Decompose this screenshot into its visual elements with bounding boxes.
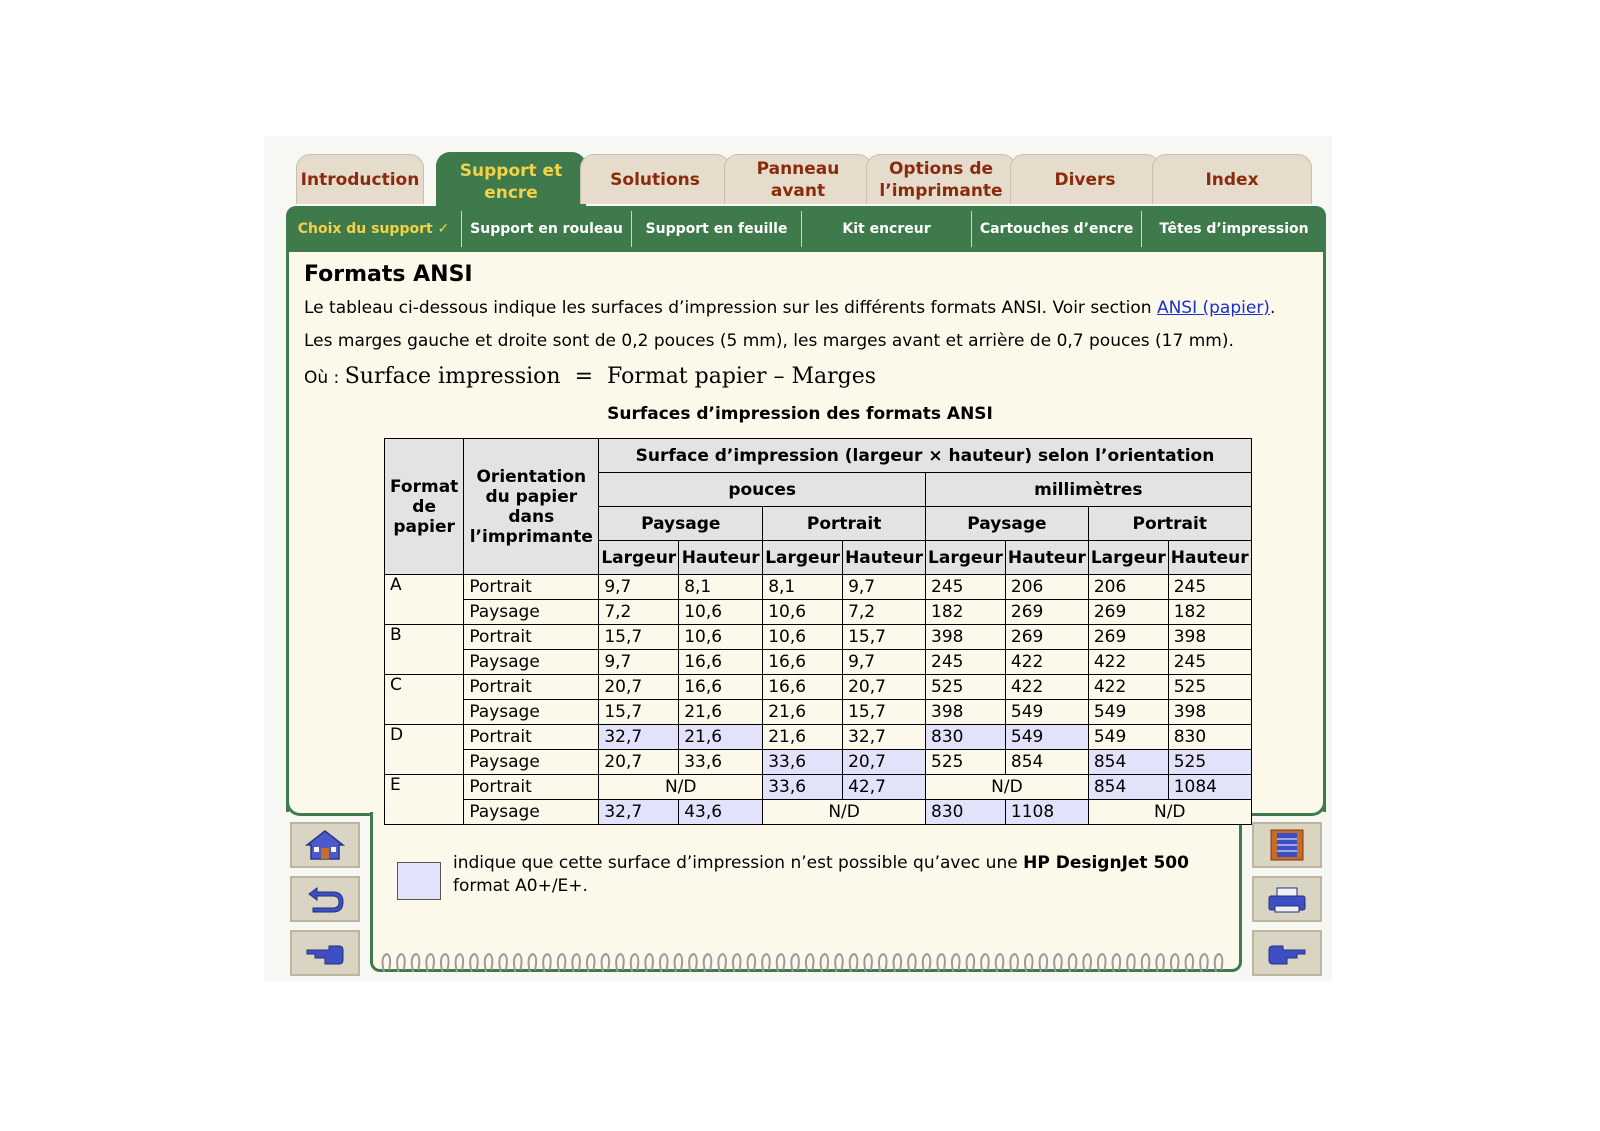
spiral-coil — [894, 954, 902, 972]
spiral-coil — [499, 954, 507, 972]
panel-corner-right — [1242, 798, 1326, 816]
spiral-coil — [1098, 954, 1106, 972]
header-largeur: Largeur — [1088, 541, 1168, 575]
contents-button[interactable] — [1252, 822, 1322, 868]
spiral-coil — [1083, 954, 1091, 972]
value-cell: 525 — [926, 750, 1006, 775]
value-cell: 16,6 — [763, 650, 843, 675]
header-hauteur: Hauteur — [843, 541, 926, 575]
value-cell: 269 — [1005, 600, 1088, 625]
value-cell: 10,6 — [763, 625, 843, 650]
intro-text: Le tableau ci-dessous indique les surfaces d’impression sur les différents formats ANSI. Voir section — [304, 298, 1157, 318]
spiral-coil — [529, 954, 537, 972]
value-cell: 422 — [1088, 650, 1168, 675]
spiral-coil — [1025, 954, 1033, 972]
spiral-coil — [675, 954, 683, 972]
subnav-support-en-rouleau[interactable] — [462, 211, 632, 247]
spiral-coil — [718, 954, 726, 972]
value-cell: 549 — [1088, 725, 1168, 750]
value-cell: 422 — [1005, 675, 1088, 700]
tab-solutions[interactable] — [580, 154, 730, 204]
spiral-coil — [1171, 954, 1179, 972]
header-orientation: Orientation du papier dans l’imprimante — [464, 439, 599, 575]
spiral-coil — [923, 954, 931, 972]
format-cell: A — [385, 575, 464, 625]
spiral-coil — [426, 954, 434, 972]
subnav-label: Support en feuille — [645, 221, 788, 237]
spiral-coil — [616, 954, 624, 972]
tab-label: Panneau avant — [756, 158, 840, 201]
value-cell: 9,7 — [843, 575, 926, 600]
spiral-coil — [791, 954, 799, 972]
tab-label: Options de l’imprimante — [879, 158, 1003, 201]
spiral-coil — [1127, 954, 1135, 972]
spiral-coil — [660, 954, 668, 972]
tab-index[interactable] — [1152, 154, 1312, 204]
spiral-coil — [1040, 954, 1048, 972]
value-cell: 20,7 — [843, 750, 926, 775]
orientation-cell: Paysage — [464, 800, 599, 825]
tab-divers[interactable] — [1010, 154, 1160, 204]
subnav-kit-encreur[interactable] — [802, 211, 972, 247]
spiral-coil — [733, 954, 741, 972]
home-icon — [303, 828, 347, 862]
tab-label: Index — [1205, 169, 1259, 190]
orientation-cell: Portrait — [464, 725, 599, 750]
spiral-coil — [602, 954, 610, 972]
formula-expression: Surface impression = Format papier – Marges — [344, 364, 877, 389]
tab-support-et-encre[interactable] — [436, 152, 586, 210]
value-cell: 398 — [926, 700, 1006, 725]
spiral-coil — [1054, 954, 1062, 972]
table-row — [385, 725, 1252, 750]
spiral-coil — [937, 954, 945, 972]
value-cell: 43,6 — [679, 800, 763, 825]
value-cell: 21,6 — [679, 700, 763, 725]
spiral-coil — [967, 954, 975, 972]
value-cell: 32,7 — [599, 725, 679, 750]
value-cell: 16,6 — [679, 675, 763, 700]
spiral-coil — [1113, 954, 1121, 972]
print-icon — [1265, 882, 1309, 916]
value-cell: 525 — [1168, 675, 1251, 700]
spiral-coil — [748, 954, 756, 972]
value-cell: 398 — [926, 625, 1006, 650]
subnav-choix-du-support[interactable] — [286, 211, 462, 247]
header-largeur: Largeur — [599, 541, 679, 575]
value-cell: 525 — [926, 675, 1006, 700]
spiral-coil — [864, 954, 872, 972]
value-cell: N/D — [599, 775, 763, 800]
subnav-label: Têtes d’impression — [1159, 221, 1309, 237]
header-pouces: pouces — [599, 473, 926, 507]
spiral-coil — [1010, 954, 1018, 972]
tab-label: Support et encre — [459, 160, 563, 203]
value-cell: 32,7 — [843, 725, 926, 750]
value-cell: 15,7 — [843, 700, 926, 725]
subnav-tetes-impression[interactable] — [1142, 211, 1326, 247]
header-portrait: Portrait — [763, 507, 926, 541]
subnav-label: Support en rouleau — [470, 221, 623, 237]
spiral-coil — [645, 954, 653, 972]
spiral-coil — [850, 954, 858, 972]
value-cell: 10,6 — [679, 625, 763, 650]
format-cell: C — [385, 675, 464, 725]
orientation-cell: Paysage — [464, 600, 599, 625]
header-portrait: Portrait — [1088, 507, 1251, 541]
table-row — [385, 775, 1252, 800]
subnav-support-en-feuille[interactable] — [632, 211, 802, 247]
table-row — [385, 700, 1252, 725]
value-cell: 245 — [1168, 650, 1251, 675]
formula — [304, 364, 876, 389]
value-cell: 9,7 — [599, 650, 679, 675]
print-button[interactable] — [1252, 876, 1322, 922]
value-cell: 21,6 — [763, 700, 843, 725]
spiral-coil — [689, 954, 697, 972]
subnav-cartouches-encre[interactable] — [972, 211, 1142, 247]
tab-options-imprimante[interactable] — [866, 154, 1016, 204]
value-cell: 854 — [1005, 750, 1088, 775]
orientation-cell: Portrait — [464, 775, 599, 800]
value-cell: 15,7 — [843, 625, 926, 650]
value-cell: 9,7 — [843, 650, 926, 675]
value-cell: 398 — [1168, 700, 1251, 725]
next-page-icon — [1265, 936, 1309, 970]
table-row — [385, 750, 1252, 775]
formula-prefix: Où : — [304, 368, 340, 388]
subnav-label: Kit encreur — [842, 221, 931, 237]
value-cell: 8,1 — [763, 575, 843, 600]
value-cell: 549 — [1005, 725, 1088, 750]
value-cell: N/D — [926, 775, 1089, 800]
header-largeur: Largeur — [763, 541, 843, 575]
value-cell: 33,6 — [763, 775, 843, 800]
spiral-coil — [1156, 954, 1164, 972]
value-cell: 20,7 — [599, 750, 679, 775]
header-format: Format de papier — [385, 439, 464, 575]
value-cell: 33,6 — [763, 750, 843, 775]
value-cell: 1108 — [1005, 800, 1088, 825]
margins-paragraph: Les marges gauche et droite sont de 0,2 pouces (5 mm), les marges avant et arrière de 0,7 pouces (17 mm). — [304, 331, 1234, 351]
value-cell: 182 — [926, 600, 1006, 625]
spiral-coil — [835, 954, 843, 972]
value-cell: 854 — [1088, 750, 1168, 775]
value-cell: 549 — [1005, 700, 1088, 725]
spiral-coil — [441, 954, 449, 972]
header-paysage: Paysage — [926, 507, 1089, 541]
spiral-coil — [704, 954, 712, 972]
spiral-coil — [514, 954, 522, 972]
value-cell: 7,2 — [599, 600, 679, 625]
value-cell: N/D — [1088, 800, 1251, 825]
tab-label: Solutions — [610, 169, 700, 190]
back-button[interactable] — [290, 876, 360, 922]
intro-paragraph — [304, 298, 1275, 318]
value-cell: 830 — [926, 800, 1006, 825]
value-cell: 9,7 — [599, 575, 679, 600]
spiral-coil — [383, 954, 391, 972]
spiral-coil — [587, 954, 595, 972]
spiral-coil — [952, 954, 960, 972]
table-row — [385, 675, 1252, 700]
value-cell: 16,6 — [763, 675, 843, 700]
value-cell: 16,6 — [679, 650, 763, 675]
orientation-cell: Paysage — [464, 700, 599, 725]
value-cell: 21,6 — [679, 725, 763, 750]
value-cell: 20,7 — [599, 675, 679, 700]
tab-label: Divers — [1054, 169, 1116, 190]
legend-swatch — [397, 862, 441, 900]
contents-icon — [1265, 827, 1309, 863]
value-cell: N/D — [763, 800, 926, 825]
orientation-cell: Portrait — [464, 675, 599, 700]
subnav-label: Cartouches d’encre — [979, 221, 1134, 237]
table-caption: Surfaces d’impression des formats ANSI — [607, 404, 993, 424]
value-cell: 10,6 — [763, 600, 843, 625]
format-cell: E — [385, 775, 464, 825]
value-cell: 8,1 — [679, 575, 763, 600]
spiral-coil — [762, 954, 770, 972]
spiral-coil — [806, 954, 814, 972]
spiral-coil — [1069, 954, 1077, 972]
value-cell: 245 — [1168, 575, 1251, 600]
value-cell: 854 — [1088, 775, 1168, 800]
page-title: Formats ANSI — [304, 262, 473, 287]
orientation-cell: Portrait — [464, 575, 599, 600]
spiral-coil — [821, 954, 829, 972]
header-hauteur: Hauteur — [1005, 541, 1088, 575]
header-surface: Surface d’impression (largeur × hauteur) selon l’orientation — [599, 439, 1251, 473]
panel-corner-left — [286, 798, 370, 816]
value-cell: 10,6 — [679, 600, 763, 625]
table-row — [385, 625, 1252, 650]
spiral-coil — [470, 954, 478, 972]
value-cell: 182 — [1168, 600, 1251, 625]
value-cell: 245 — [926, 575, 1006, 600]
spiral-coil — [572, 954, 580, 972]
table-row — [385, 650, 1252, 675]
spiral-coil — [558, 954, 566, 972]
spiral-coil — [996, 954, 1004, 972]
previous-page-button[interactable] — [290, 930, 360, 976]
value-cell: 32,7 — [599, 800, 679, 825]
next-page-button[interactable] — [1252, 930, 1322, 976]
legend-product: HP DesignJet 500 — [1023, 853, 1189, 873]
header-hauteur: Hauteur — [1168, 541, 1251, 575]
back-icon — [303, 882, 347, 916]
value-cell: 33,6 — [679, 750, 763, 775]
spiral-coil — [908, 954, 916, 972]
spiral-coil — [631, 954, 639, 972]
spiral-coil — [456, 954, 464, 972]
legend-text — [453, 852, 1213, 898]
legend-description: indique que cette surface d’impression n’est possible qu’avec une — [453, 853, 1024, 873]
spiral-binding — [380, 950, 1240, 976]
spiral-coil — [412, 954, 420, 972]
spiral-coil — [879, 954, 887, 972]
value-cell: 21,6 — [763, 725, 843, 750]
value-cell: 206 — [1005, 575, 1088, 600]
tab-label: Introduction — [300, 169, 420, 190]
header-hauteur: Hauteur — [679, 541, 763, 575]
value-cell: 525 — [1168, 750, 1251, 775]
table-row — [385, 600, 1252, 625]
subnav-label: Choix du support ✓ — [297, 221, 450, 237]
value-cell: 269 — [1088, 625, 1168, 650]
tab-panneau-avant[interactable] — [724, 154, 872, 204]
value-cell: 245 — [926, 650, 1006, 675]
value-cell: 15,7 — [599, 625, 679, 650]
table-row — [385, 575, 1252, 600]
value-cell: 422 — [1088, 675, 1168, 700]
spiral-coil — [1142, 954, 1150, 972]
value-cell: 830 — [926, 725, 1006, 750]
spiral-coil — [397, 954, 405, 972]
value-cell: 20,7 — [843, 675, 926, 700]
table-row — [385, 800, 1252, 825]
spiral-coil — [543, 954, 551, 972]
value-cell: 549 — [1088, 700, 1168, 725]
spiral-coil — [1200, 954, 1208, 972]
header-millimetres: millimètres — [926, 473, 1252, 507]
ansi-papier-link[interactable]: ANSI (papier) — [1156, 298, 1270, 318]
value-cell: 1084 — [1168, 775, 1251, 800]
ansi-formats-table — [384, 438, 1252, 825]
header-largeur: Largeur — [926, 541, 1006, 575]
format-cell: B — [385, 625, 464, 675]
value-cell: 422 — [1005, 650, 1088, 675]
header-paysage: Paysage — [599, 507, 763, 541]
tab-introduction[interactable] — [296, 154, 424, 204]
value-cell: 269 — [1088, 600, 1168, 625]
orientation-cell: Paysage — [464, 750, 599, 775]
value-cell: 206 — [1088, 575, 1168, 600]
format-cell: D — [385, 725, 464, 775]
intro-end: . — [1269, 298, 1276, 318]
value-cell: 398 — [1168, 625, 1251, 650]
spiral-coil — [1186, 954, 1194, 972]
value-cell: 15,7 — [599, 700, 679, 725]
previous-page-icon — [303, 936, 347, 970]
orientation-cell: Portrait — [464, 625, 599, 650]
value-cell: 830 — [1168, 725, 1251, 750]
spiral-coil — [485, 954, 493, 972]
legend-end: format A0+/E+. — [453, 876, 588, 896]
spiral-coil — [1215, 954, 1223, 972]
spiral-coil — [981, 954, 989, 972]
value-cell: 269 — [1005, 625, 1088, 650]
sub-navigation — [286, 206, 1326, 252]
value-cell: 42,7 — [843, 775, 926, 800]
value-cell: 7,2 — [843, 600, 926, 625]
orientation-cell: Paysage — [464, 650, 599, 675]
home-button[interactable] — [290, 822, 360, 868]
spiral-coil — [777, 954, 785, 972]
